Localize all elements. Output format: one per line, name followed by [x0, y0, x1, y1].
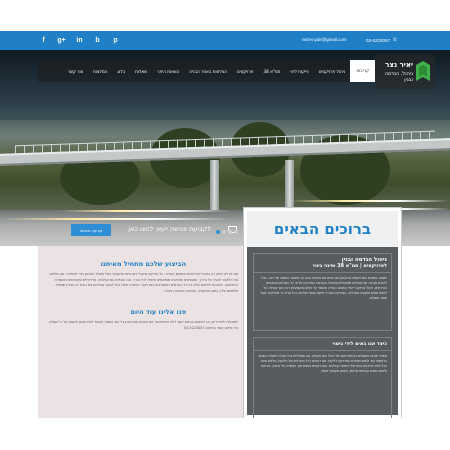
nav-item-project-management[interactable]: ניהול פרויקטים — [318, 68, 346, 74]
welcome-heading: ברוכים הבאים — [247, 211, 398, 247]
nav-item-supervision[interactable]: פיקוח ליווי — [290, 68, 309, 74]
logo-mark-icon — [416, 59, 430, 83]
nav-item-tama38[interactable]: תמ"א 38 — [263, 68, 281, 74]
slider-dot[interactable] — [216, 230, 220, 234]
services-box — [253, 253, 392, 331]
about-box — [253, 337, 392, 419]
section-heading: הביצוע שלכם מתחיל מאיתנו — [100, 260, 186, 268]
slider-dots — [216, 230, 238, 234]
logo-name: יאיר נצר — [385, 61, 413, 69]
blogger-icon[interactable]: b — [95, 37, 100, 44]
welcome-panel — [244, 208, 401, 418]
nav-item-recommendations[interactable]: המלצות — [93, 68, 108, 74]
page-bottom — [0, 418, 450, 450]
phone-contact[interactable] — [366, 37, 397, 43]
services-title: ניהול הנדסה ובנין — [341, 257, 387, 263]
nav-item-projects[interactable]: פרויקטים — [236, 68, 254, 74]
services-text: כשאנו עוסקים בפרויקטים בניה(ים) אנו חווים את הנדסה ובנין כך שתגשר בסופה של דבר, נוכל להקים סביבה עם קבלנים מקצועיים ובניהול בהנדסה בפרויקט על פי כל השלבים והתנאים הנדרשים. ניהול פרויקט ייעודי בתחום הבנייה שעומד על ניסיון ומקצועיות רבה תוך שמירה על לוחות זמנים ותקציב מוגדרים. הפרויקט מצריך פיקוח צמוד ושליטה בכל פרט כך שהלקוח יקבל תוצר מושלם. — [260, 276, 387, 300]
contact-heading: פנו אלינו עוד היום — [130, 308, 186, 317]
main-content — [38, 246, 244, 418]
contact-text: לשאלות ולבירורים, וכן לתיאום פגישת ייעוץ ללא התחייבות, אנו זמינים עבורכם בכל עת. נשמח לעמוד לשירותכם ולענות על כל שאלה. צרו איתנו קשר בטלפון 03-5223057 — [47, 320, 238, 330]
book-meeting-button[interactable]: קביעה פגישה — [71, 224, 111, 236]
about-text: משרד אנחנו מתמחים בקידום ויזום של ניהול הפרויקטים. אנו מתחילים בכל תהליך משלב התכנון הראשוני ועד לסיום ומסירת הפרויקט ללקוח. אנו דואגים לכל הצורכים של הלקוח, מלווים אותו בכל שלב ומייצגים אותו מול רשויות וקבלנים. הפרויקטים נעשים תוך הקפדה על איכות, בטיחות ולוחות זמנים קבועים מראש, באופן מקצועי ואמין. — [258, 354, 387, 373]
logo-tagline: ניהול, הנדסה ובנין — [384, 71, 413, 83]
phone-icon: ✆ — [393, 37, 397, 42]
site-logo[interactable] — [375, 55, 435, 89]
nav-item-contact[interactable]: צור קשר — [67, 68, 84, 74]
slider-dot[interactable] — [234, 230, 238, 234]
pinterest-icon[interactable]: p — [113, 37, 118, 44]
email-link[interactable]: nezer.yair@gmail.com — [302, 37, 347, 42]
phone-number: 03-5223057 — [366, 37, 391, 43]
facebook-icon[interactable]: f — [42, 37, 45, 44]
slider-dot[interactable] — [222, 230, 226, 234]
main-nav — [38, 60, 375, 82]
top-bar — [0, 31, 450, 50]
nav-item-blog[interactable]: בלוג — [117, 68, 126, 74]
social-links — [38, 35, 121, 46]
services-subtitle: לפרויקטים | תמ"א 38 ופינוי בינוי — [254, 264, 391, 273]
nav-item-faq[interactable]: שאלות — [135, 68, 148, 74]
nav-item-home[interactable]: קריבוא — [350, 60, 375, 82]
hero-cta-strip — [38, 221, 243, 241]
slider-dot[interactable] — [228, 230, 232, 234]
section-text: אנו יש לנו ניסיון רב בניהול פרויקטים בתחום הבנייה. כל פרויקט מקבל יחס אישי ומקצועי החל משלב התכנון ועד למסירה. אנו מלווים את הלקוח לאורך כל הדרך, ומספקים פתרונות מותאמים אישית לכל צורך. אנו עובדים עם קבלנים, אדריכלים ומהנדסים מהשורה הראשונה, ודואגים לתיאום מלא בין כל הגורמים המעורבים בפרויקט. המטרה שלנו היא לבנות עבורכם את הבית או הבניין שתמיד חלמתם עליו, בזמן ובתקציב, ובאיכות הגבוהה ביותר. — [49, 272, 238, 293]
about-title: כיצד אנו באים לידי ביטוי — [254, 338, 391, 351]
linkedin-icon[interactable]: in — [76, 37, 83, 44]
nav-item-permits[interactable]: הוצאת היתר — [157, 68, 180, 74]
google-plus-icon[interactable]: g+ — [57, 37, 66, 44]
hero-title[interactable]: לקביעת פגישת ייעוץ לחצו כאן — [128, 225, 211, 233]
nav-item-successes[interactable]: הצלחות באתר הבניה — [189, 68, 227, 74]
